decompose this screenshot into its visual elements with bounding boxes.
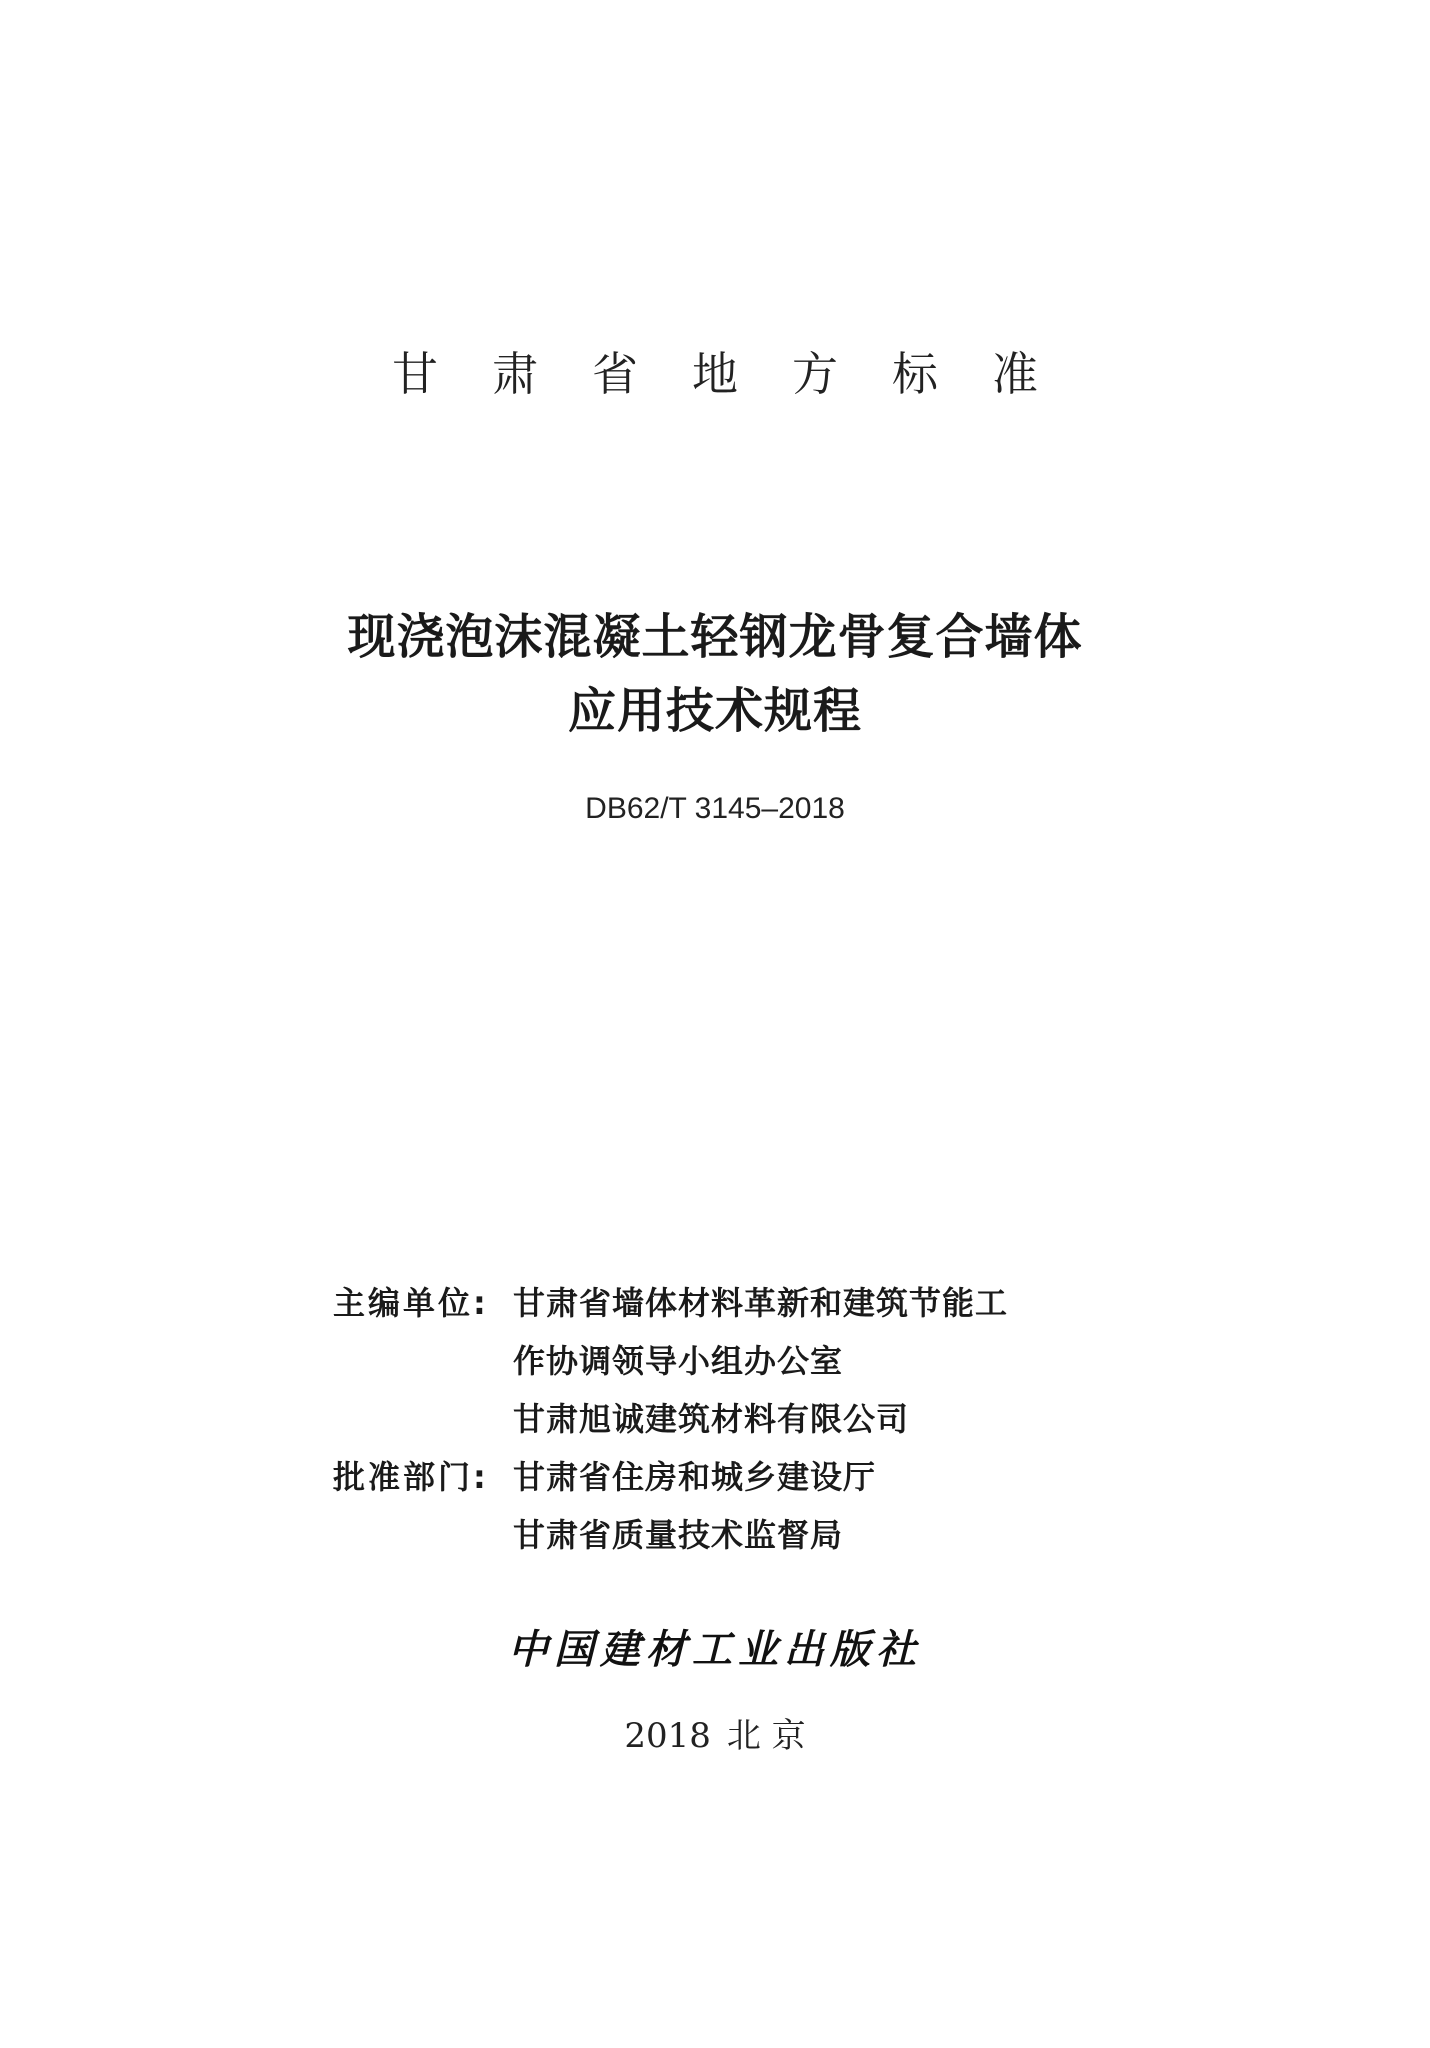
title-line-2: 应用技术规程 [567,683,862,739]
editor-row [333,1274,1133,1448]
approval-unit: 甘肃省质量技术监督局 [513,1516,844,1554]
editor-unit: 作协调领导小组办公室 [513,1342,844,1380]
standard-code: DB62/T 3145–2018 [585,792,845,825]
publisher-name: 中国建材工业出版社 [508,1626,922,1673]
publication-year: 2018 [624,1716,711,1756]
editor-units [513,1274,1133,1448]
title-line-1: 现浇泡沫混凝土轻钢龙骨复合墙体 [347,609,1083,665]
approval-units [513,1448,1133,1564]
editor-label: 主编单位: [333,1284,486,1322]
approval-label: 批准部门: [333,1458,486,1496]
responsible-units [333,1274,1133,1564]
editor-unit: 甘肃省墙体材料革新和建筑节能工 [513,1284,1009,1322]
approval-unit: 甘肃省住房和城乡建设厅 [513,1458,877,1496]
editor-unit: 甘肃旭诚建筑材料有限公司 [513,1400,910,1438]
publication-place [0,1708,1430,1757]
publication-city: 北 京 [726,1716,806,1756]
standard-type-heading: 甘肃省地方标准 [392,347,1092,401]
document-title [0,600,1430,748]
approval-row [333,1448,1133,1564]
